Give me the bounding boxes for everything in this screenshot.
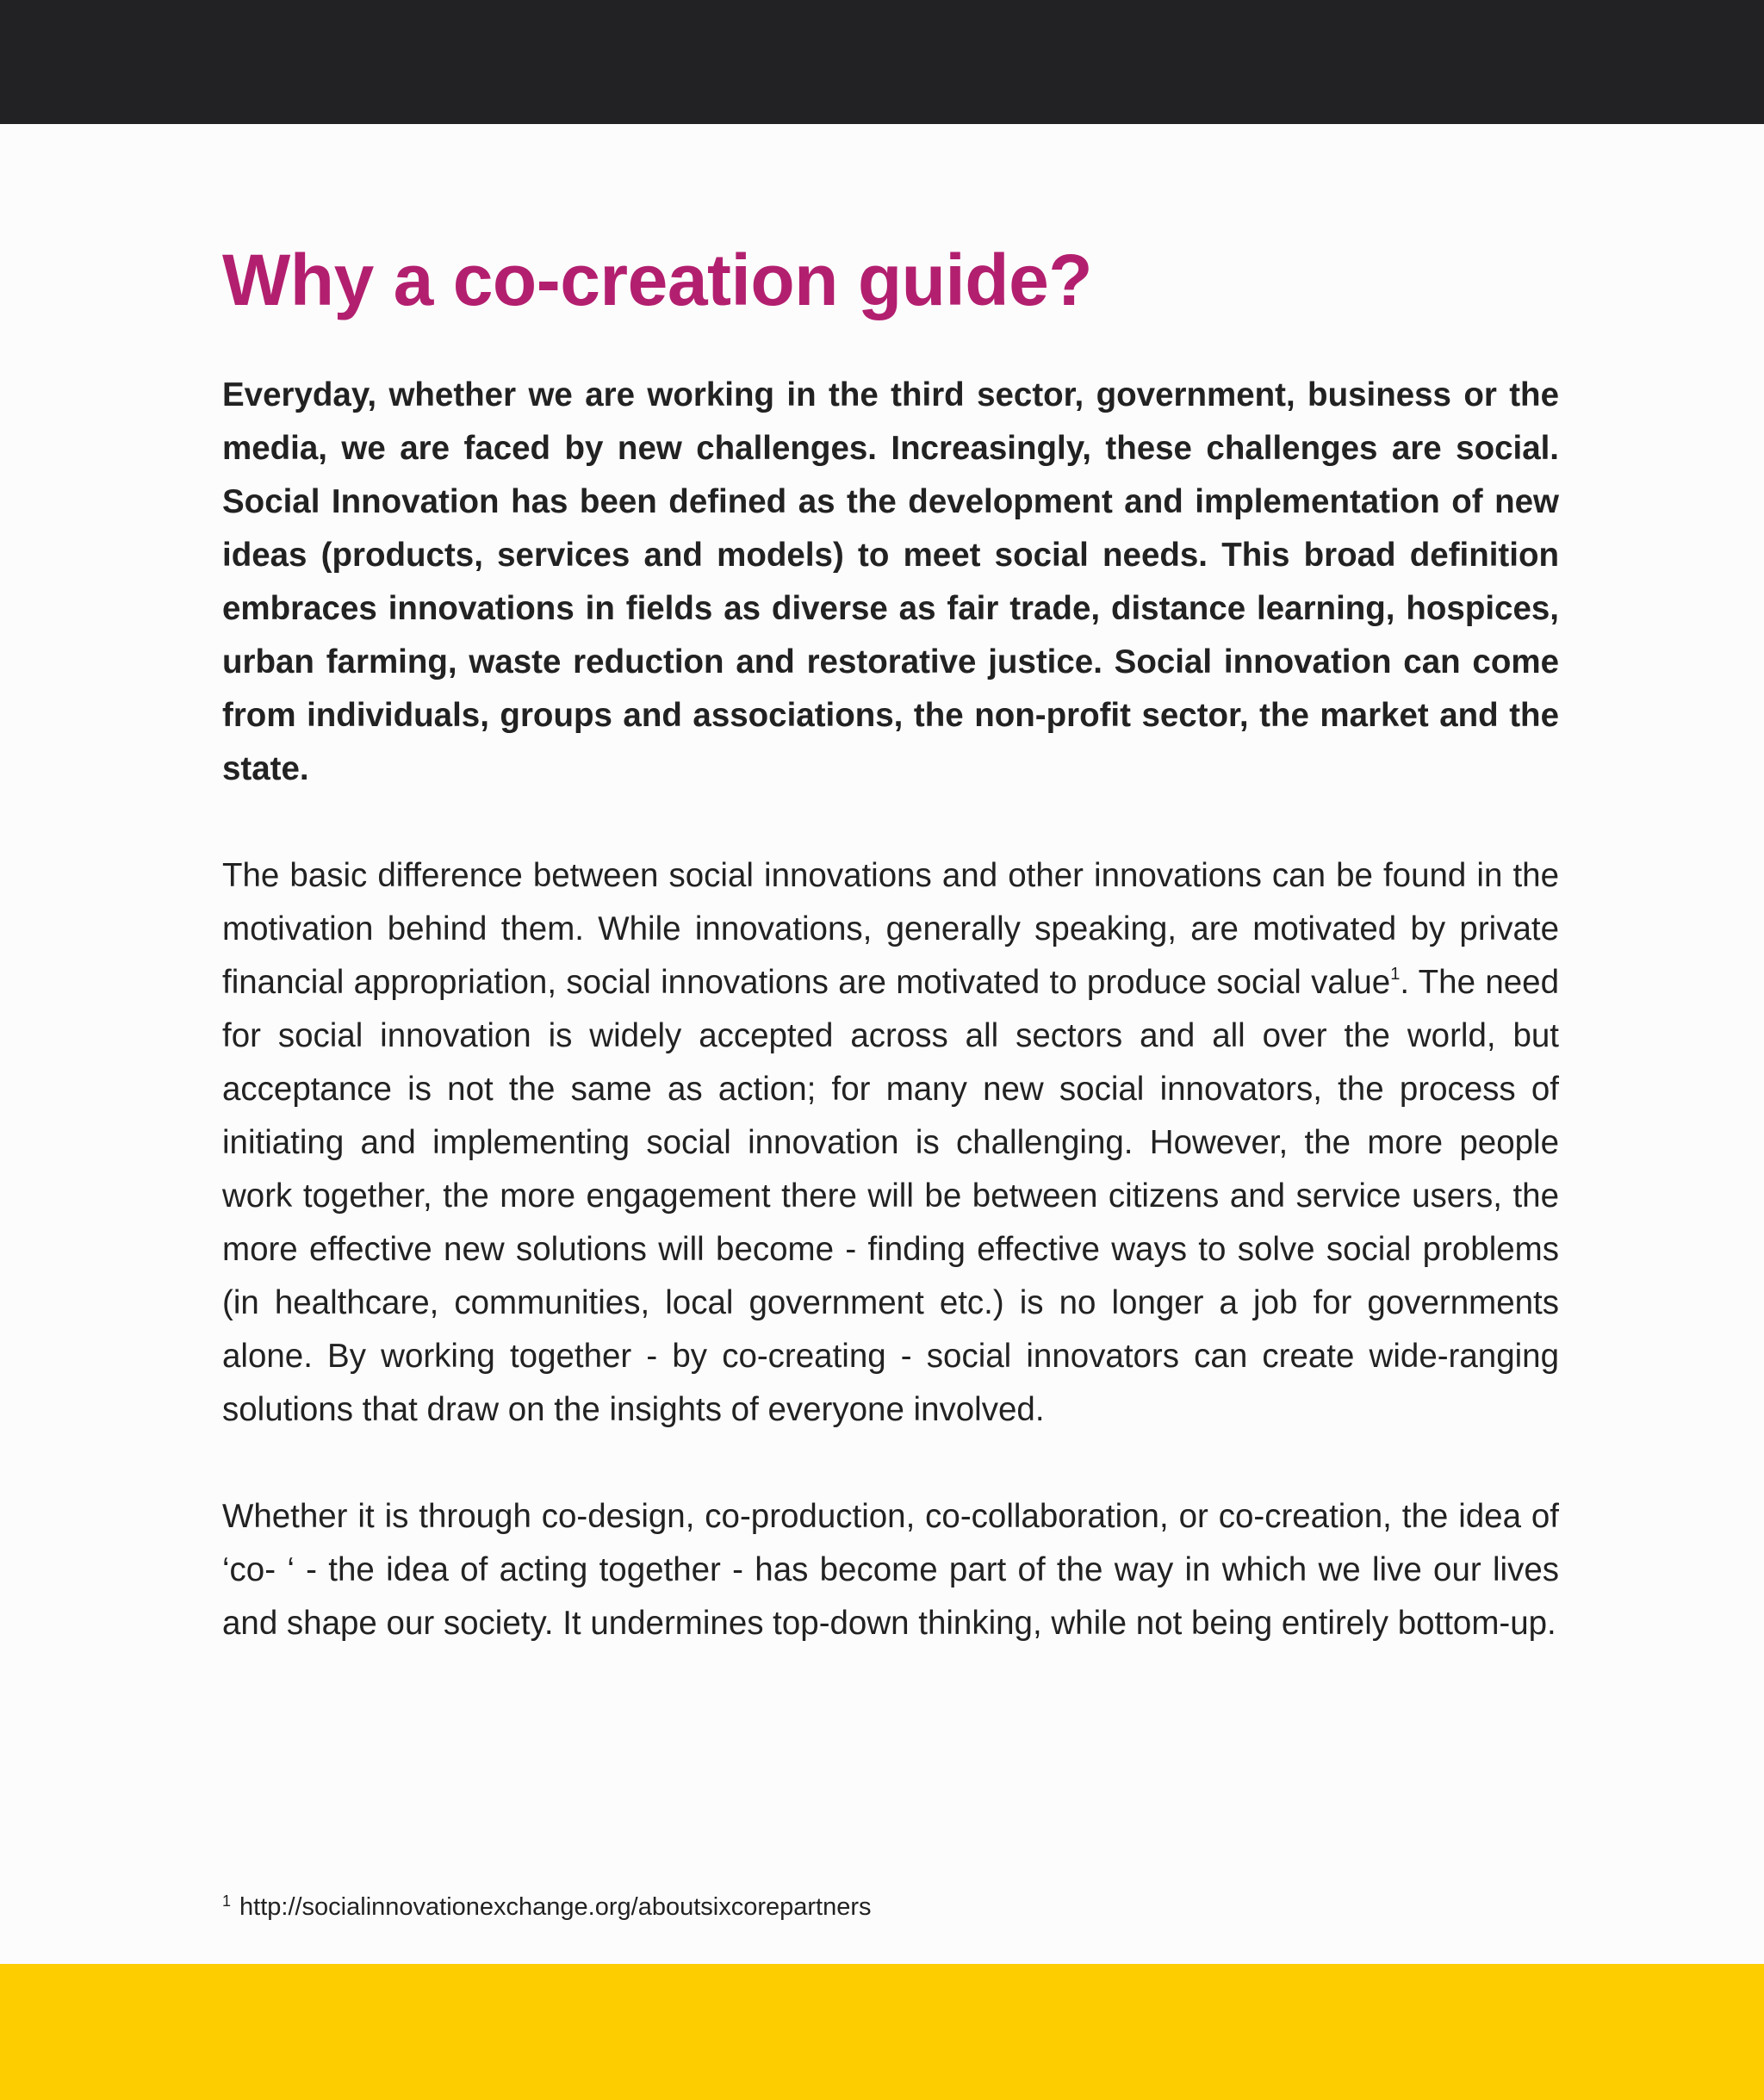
body-paragraph-motivation	[222, 849, 1559, 1437]
body-paragraph-co-creation: Whether it is through co-design, co-production, co-collaboration, or co-creation, the idea of ‘co- ‘ - the idea of acting together - has become part of the way in which we live our lives and shape our society. It undermines top-down thinking, while not being entirely bottom-up.	[222, 1498, 1559, 1642]
footnote-url: http://socialinnovationexchange.org/aboutsixcorepartners	[239, 1893, 872, 1921]
footnote	[222, 1890, 1559, 1924]
page-title: Why a co-creation guide?	[222, 239, 1093, 320]
top-color-band	[0, 0, 1764, 124]
main-content	[222, 233, 1559, 1650]
paragraph-text-before-reference: The basic difference between social innovations and other innovations can be found in the motivation behind them. While innovations, generally speaking, are motivated by private financial appropriation, social innovations are motivated to produce social value	[222, 857, 1559, 1001]
paragraph-text-after-reference: . The need for social innovation is widely accepted across all sectors and all over the world, but acceptance is not the same as action; for many new social innovators, the process of initiating and implementing social innovation is challenging. However, the more people work together, the more engagement there will be between citizens and service users, the more effective new solutions will become - finding effective ways to solve social problems (in healthcare, communities, local government etc.) is no longer a job for governments alone. By working together - by co-creating - social innovators can create wide-ranging solutions that draw on the insights of everyone involved.	[222, 964, 1559, 1428]
intro-paragraph: Everyday, whether we are working in the third sector, government, business or the media, we are faced by new challenges. Increasingly, these challenges are social. Social Innovation has been defined as the development and implementation of new ideas (products, services and models) to meet social needs. This broad definition embraces innovations in fields as diverse as fair trade, distance learning, hospices, urban farming, waste reduction and restorative justice. Social innovation can come from individuals, groups and associations, the non-profit sector, the market and the state.	[222, 376, 1559, 787]
footnote-reference: 1	[1390, 965, 1401, 984]
footnote-marker: 1	[222, 1892, 232, 1910]
bottom-color-band	[0, 1964, 1764, 2100]
